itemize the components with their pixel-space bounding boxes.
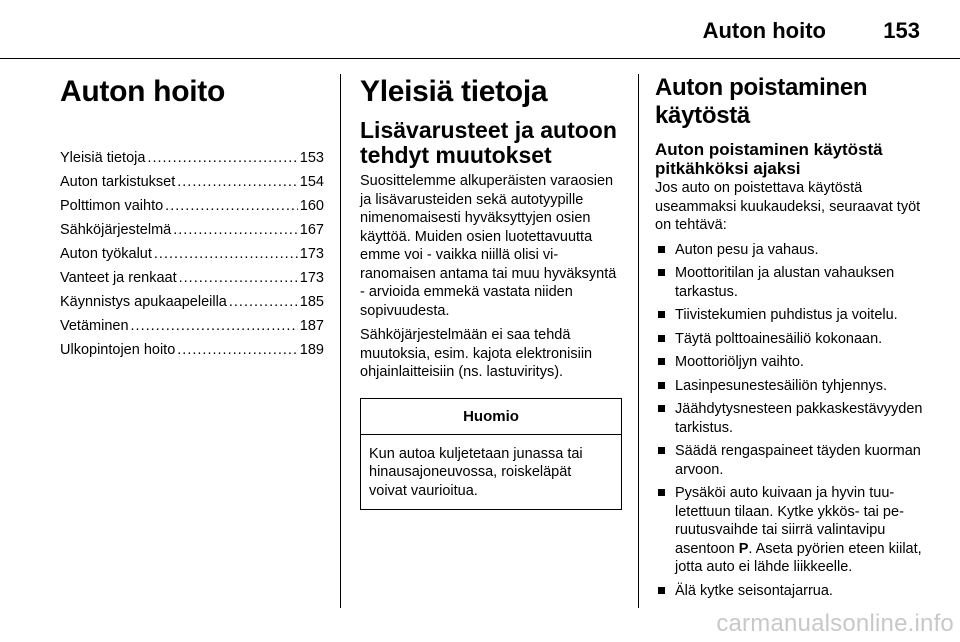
square-bullet-icon [658,311,665,318]
toc-leader-dots [179,270,298,286]
toc-entry-label: Ulkopintojen hoito [60,342,176,358]
checklist-item [655,484,925,577]
chapter-heading: Auton hoito [60,75,225,108]
toc-entry-label: Polttimon vaihto [60,198,164,214]
toc-entry-page: 173 [299,270,324,286]
table-of-contents [60,150,324,366]
toc-entry-label: Yleisiä tietoja [60,150,146,166]
checklist-item-text: Säädä rengaspaineet täyden kuorman arvoon. [675,443,921,478]
toc-entry-label: Auton työkalut [60,246,152,262]
watermark: carmanualsonline.info [716,610,954,637]
checklist-item [655,582,925,601]
toc-leader-dots [229,294,298,310]
paragraph-parts: Suosittelemme alkuperäisten varaosien ja lisävarusteiden sekä autotyypille nimenomaisesti hyväksyttyjen osien käyttöä. Muiden osien luotettavuutta emme voi - vaikka niillä olisi viranomaisen antama tai muu hyväksyntä - arvioida emmekä vastata niiden sopivuudesta. [360,173,617,319]
checklist-item [655,264,925,301]
toc-entry[interactable] [60,270,324,294]
toc-entry[interactable] [60,342,324,366]
checklist-item-text: Moottoriöljyn vaihto. [675,354,804,370]
toc-entry-page: 185 [299,294,324,310]
notice-title: Huomio [361,399,621,435]
contents-column [60,74,324,366]
toc-entry-page: 173 [299,246,324,262]
checklist-item-text: Pysäköi auto kuivaan ja hyvin tuuletettuun tilaan. Kytke ykkös- tai peruutusvaihde tai siirrä valintavipu asentoon [675,485,904,557]
square-bullet-icon [658,405,665,412]
toc-leader-dots [177,174,298,190]
header-title: Auton hoito [702,18,826,43]
checklist-item [655,330,925,349]
checklist-item [655,241,925,260]
storage-intro: Jos auto on poistettava käytöstä useammaksi kuukaudeksi, seuraavat työt on tehtävä: [655,180,921,233]
toc-entry[interactable] [60,174,324,198]
header-rule [0,58,960,59]
notice-box [360,398,622,511]
toc-entry-page: 189 [299,342,324,358]
toc-leader-dots [131,318,298,334]
toc-entry[interactable] [60,294,324,318]
checklist-item-text: Älä kytke seisontajarrua. [675,582,833,599]
gear-position-label: P [738,540,749,557]
checklist-item-text: Lasinpesunestesäiliön tyhjennys. [675,377,887,394]
square-bullet-icon [658,489,665,496]
toc-entry[interactable] [60,150,324,174]
checklist-item-text: Täytä polttoainesäiliö kokonaan. [675,330,883,347]
column-divider-right [638,74,639,608]
storage-column [655,74,925,605]
checklist-item [655,377,925,396]
toc-entry-label: Auton tarkistukset [60,174,176,190]
square-bullet-icon [658,246,665,253]
square-bullet-icon [658,358,665,365]
toc-entry-label: Sähköjärjestelmä [60,222,172,238]
toc-entry[interactable] [60,222,324,246]
square-bullet-icon [658,335,665,342]
section-heading-storage: Auton poistaminen käytöstä [655,74,868,129]
toc-leader-dots [154,246,298,262]
checklist-item-text: Moottoritilan ja alustan vahauksen tarkastus. [675,265,895,300]
toc-entry-page: 160 [299,198,324,214]
toc-entry-page: 154 [299,174,324,190]
toc-entry[interactable] [60,246,324,270]
square-bullet-icon [658,382,665,389]
subheading-long-storage: Auton poistaminen käytöstä pitkähköksi ajaksi [655,140,883,178]
toc-entry-page: 187 [299,318,324,334]
square-bullet-icon [658,269,665,276]
checklist-item-text: Tiivistekumien puhdistus ja voitelu. [675,307,898,323]
toc-entry-page: 167 [299,222,324,238]
checklist-item [655,353,925,372]
checklist-item-text: Jäähdytysnesteen pakkaskestävyyden tarkistus. [675,401,923,436]
checklist-item [655,306,925,325]
toc-entry-page: 153 [299,150,324,166]
page-number: 153 [883,18,920,43]
general-info-column [360,74,622,510]
toc-entry-label: Vanteet ja renkaat [60,270,177,286]
checklist-item-text: Auton pesu ja vahaus. [675,241,819,258]
paragraph-electrical: Sähköjärjestelmään ei saa tehdä muutoksia, esim. kajota elektronisiin ohjainlaitteisiin (ns. lastuviritys). [360,327,593,380]
toc-leader-dots [173,222,298,238]
toc-entry-label: Käynnistys apukaapeleilla [60,294,227,310]
checklist-item-text: . Aseta pyörien eteen kiilat, jotta auto ei lähde liikkeelle. [675,540,922,575]
subheading-accessories: Lisävarusteet ja autoon tehdyt muutokset [360,117,617,168]
toc-entry[interactable] [60,198,324,222]
toc-leader-dots [147,150,297,166]
column-divider-left [340,74,341,608]
checklist-item [655,442,925,479]
notice-text: Kun autoa kuljetetaan junassa tai hinausajoneuvossa, roiskeläpät voivat vaurioitua. [369,445,583,499]
storage-checklist [655,241,925,601]
toc-leader-dots [177,342,298,358]
square-bullet-icon [658,587,665,594]
square-bullet-icon [658,447,665,454]
toc-entry[interactable] [60,318,324,342]
checklist-item [655,400,925,437]
toc-leader-dots [165,198,298,214]
section-heading-general: Yleisiä tietoja [360,75,548,108]
toc-entry-label: Vetäminen [60,318,129,334]
